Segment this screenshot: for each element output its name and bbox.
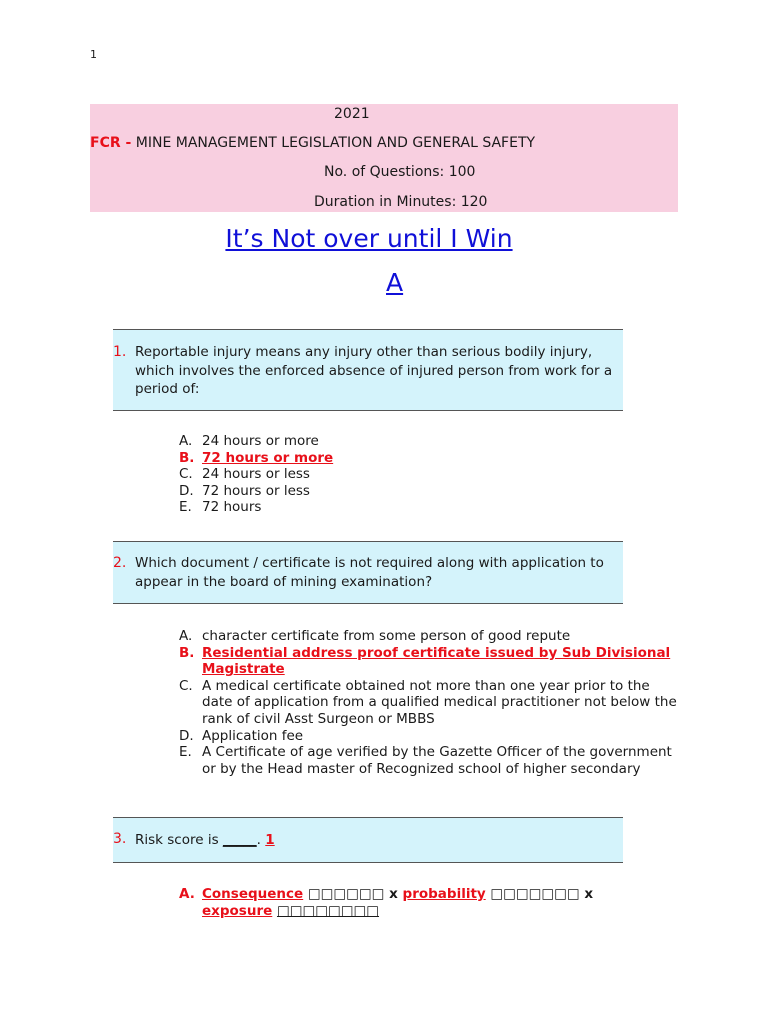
option-item[interactable]: E. 72 hours: [179, 499, 262, 516]
question-3-number: 3.: [113, 831, 127, 847]
option-item[interactable]: E. A Certificate of age verified by the Gazette Officer of the government or by the Head master of Recognized school of higher secondary: [179, 744, 672, 777]
page-number: 1: [90, 48, 97, 61]
question-3-box: [113, 817, 623, 863]
option-item[interactable]: C. A medical certificate obtained not more than one year prior to the date of application from a qualified medical practitioner not below the rank of civil Asst Surgeon or MBBS: [179, 677, 677, 727]
option-item[interactable]: C. 24 hours or less: [179, 466, 310, 483]
correct-option[interactable]: B. 72 hours or more: [179, 449, 334, 466]
exam-year: 2021: [334, 106, 370, 122]
option-item[interactable]: A. 24 hours or more: [179, 433, 319, 449]
option-item[interactable]: D. 72 hours or less: [179, 482, 310, 499]
fcr-label: FCR -: [90, 135, 132, 151]
question-2-box: [113, 541, 623, 604]
correct-option[interactable]: A. Consequence □□□□□□ x probability □□□□□□□ x exposure □□□□□□□□: [179, 886, 594, 919]
exam-header: [90, 104, 678, 212]
exam-subject: MINE MANAGEMENT LEGISLATION AND GENERAL SAFETY: [135, 135, 536, 151]
answer-blank: _____: [222, 832, 257, 848]
question-3-text: Risk score is _____. 1: [135, 832, 275, 848]
exam-title: [90, 135, 535, 151]
question-3-answer: 1: [265, 832, 275, 848]
question-3-options: [179, 886, 624, 919]
question-1-options: [179, 433, 679, 516]
question-2-options: [179, 628, 679, 777]
option-item[interactable]: A. character certificate from some person of good repute: [179, 628, 571, 644]
correct-option[interactable]: B. Residential address proof certificate issued by Sub Divisional Magistrate: [179, 644, 671, 678]
question-2-number: 2.: [113, 555, 127, 571]
motto-heading: It’s Not over until I Win: [225, 224, 513, 253]
option-item[interactable]: D. Application fee: [179, 727, 304, 744]
question-1-box: [113, 329, 623, 411]
question-2-text: Which document / certificate is not required along with application to appear in the board of mining examination?: [135, 555, 604, 590]
exam-duration: Duration in Minutes: 120: [314, 194, 488, 210]
answer-key-letter: A: [386, 268, 404, 297]
question-1-number: 1.: [113, 344, 127, 360]
question-1-text: Reportable injury means any injury other than serious bodily injury, which involves the enforced absence of injured person from work for a period of:: [135, 344, 613, 397]
question-count: No. of Questions: 100: [324, 164, 476, 180]
